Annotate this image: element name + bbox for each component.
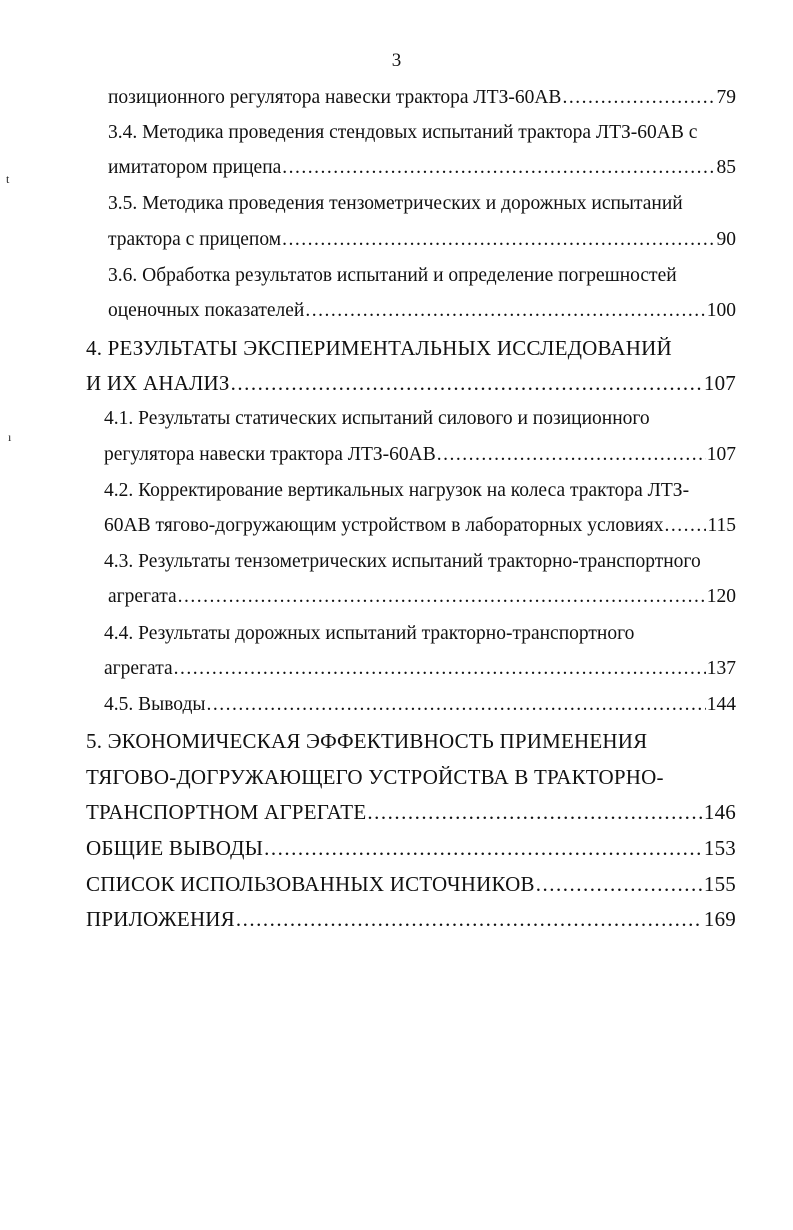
toc-page: 137 [706, 658, 736, 679]
toc-entry-4-1-line1: 4.1. Результаты статических испытаний силового и позиционного [104, 408, 650, 429]
toc-page: 107 [703, 371, 736, 395]
toc-entry-3-6 [108, 299, 736, 323]
toc-title: позиционного регулятора навески трактора ЛТЗ-60АВ [108, 87, 562, 108]
toc-page: 79 [716, 87, 736, 108]
leader-dots [305, 299, 705, 323]
toc-entry-4-3-line1: 4.3. Результаты тензометрических испытаний тракторно-транспортного [104, 551, 701, 572]
toc-page: 146 [703, 800, 736, 824]
toc-page: 90 [716, 229, 736, 250]
toc-page: 169 [703, 907, 736, 931]
margin-mark-top: t [6, 172, 10, 186]
toc-title: агрегата [104, 658, 173, 679]
leader-dots [264, 836, 703, 860]
toc-title: СПИСОК ИСПОЛЬЗОВАННЫХ ИСТОЧНИКОВ [86, 872, 535, 896]
page-number: 3 [391, 50, 402, 71]
toc-title: 60АВ тягово-догружающим устройством в лабораторных условиях [104, 515, 664, 536]
toc-entry-3-5-line1: 3.5. Методика проведения тензометрических и дорожных испытаний [108, 193, 683, 214]
toc-chapter-4 [86, 371, 736, 395]
toc-entry-4-2 [104, 514, 736, 538]
toc-entry-4-1 [104, 443, 736, 467]
toc-page: 100 [706, 300, 736, 321]
toc-title: оценочных показателей [108, 300, 305, 321]
toc-entry-4-5 [104, 693, 736, 717]
leader-dots [536, 872, 703, 896]
toc-appendices [86, 907, 736, 931]
toc-entry-4-4-line1: 4.4. Результаты дорожных испытаний тракторно-транспортного [104, 623, 635, 644]
toc-chapter-5 [86, 800, 736, 824]
toc-page: 144 [706, 694, 736, 715]
toc-page: 115 [707, 515, 736, 536]
toc-references [86, 872, 736, 896]
toc-page: 155 [703, 872, 736, 896]
toc-title: регулятора навески трактора ЛТЗ-60АВ [104, 444, 436, 465]
toc-chapter-5-line2: ТЯГОВО-ДОГРУЖАЮЩЕГО УСТРОЙСТВА В ТРАКТОРНО- [86, 765, 664, 789]
toc-entry-3-3-cont [108, 86, 736, 110]
leader-dots [236, 907, 703, 931]
toc-entry-3-4 [108, 156, 736, 180]
toc-page: 153 [703, 836, 736, 860]
leader-dots [207, 693, 706, 717]
toc-title: ПРИЛОЖЕНИЯ [86, 907, 235, 931]
toc-chapter-5-line1: 5. ЭКОНОМИЧЕСКАЯ ЭФФЕКТИВНОСТЬ ПРИМЕНЕНИЯ [86, 729, 648, 753]
toc-entry-3-5 [108, 228, 736, 252]
toc-entry-4-4 [104, 657, 736, 681]
toc-title: И ИХ АНАЛИЗ [86, 371, 230, 395]
toc-entry-4-3 [108, 585, 736, 609]
toc-page: 107 [706, 444, 736, 465]
toc-conclusions [86, 836, 736, 860]
toc-title: имитатором прицепа [108, 157, 282, 178]
leader-dots [174, 657, 706, 681]
toc-page: 120 [706, 586, 736, 607]
leader-dots [562, 86, 715, 110]
toc-title: ТРАНСПОРТНОМ АГРЕГАТЕ [86, 800, 367, 824]
toc-chapter-4-line1: 4. РЕЗУЛЬТАТЫ ЭКСПЕРИМЕНТАЛЬНЫХ ИССЛЕДОВАНИЙ [86, 336, 672, 360]
toc-entry-4-2-line1: 4.2. Корректирование вертикальных нагрузок на колеса трактора ЛТЗ- [104, 480, 690, 501]
toc-title: трактора с прицепом [108, 229, 282, 250]
toc-title: агрегата [108, 586, 177, 607]
toc-entry-3-6-line1: 3.6. Обработка результатов испытаний и определение погрешностей [108, 265, 677, 286]
toc-page: 85 [716, 157, 736, 178]
leader-dots [178, 585, 706, 609]
toc-title: 4.5. Выводы [104, 694, 206, 715]
leader-dots [664, 514, 706, 538]
leader-dots [231, 371, 703, 395]
leader-dots [282, 228, 715, 252]
leader-dots [437, 443, 706, 467]
margin-mark-bottom: ı [8, 430, 12, 444]
leader-dots [282, 156, 715, 180]
leader-dots [367, 800, 703, 824]
toc-title: ОБЩИЕ ВЫВОДЫ [86, 836, 264, 860]
toc-entry-3-4-line1: 3.4. Методика проведения стендовых испытаний трактора ЛТЗ-60АВ с [108, 122, 698, 143]
